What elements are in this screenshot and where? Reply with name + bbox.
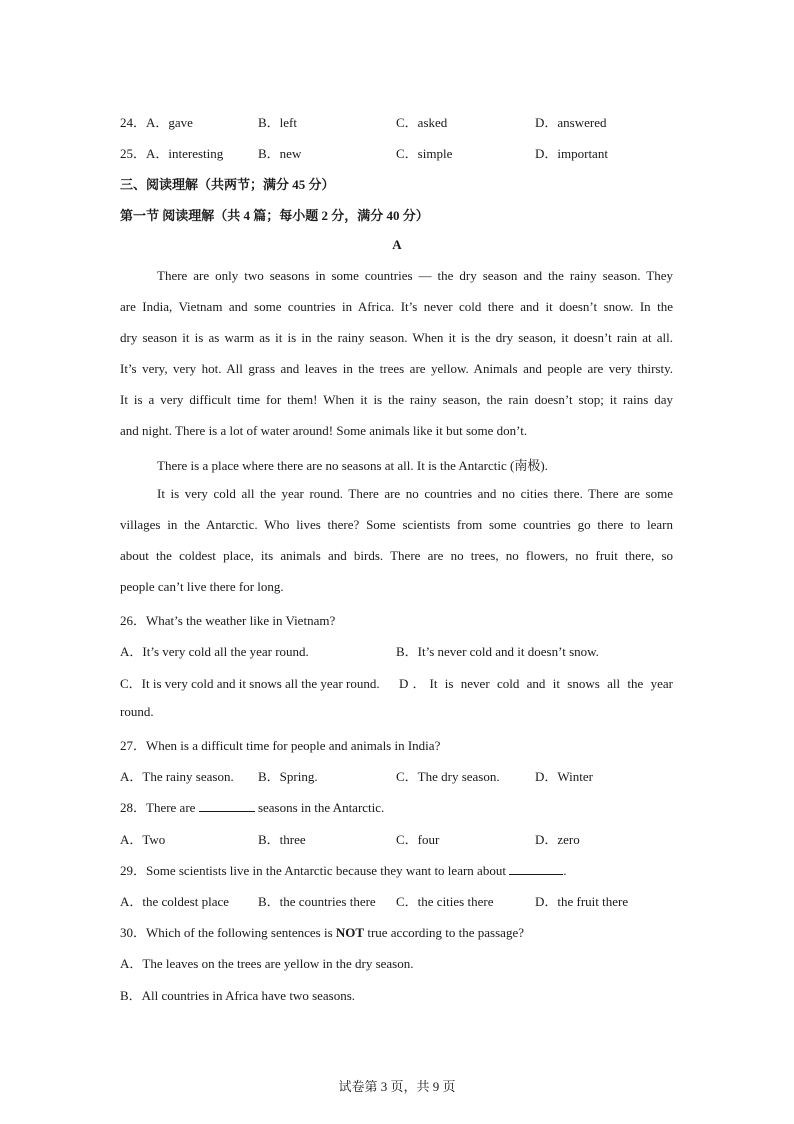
q30-stem-post: true according to the passage? bbox=[367, 925, 524, 940]
q29-stem-pre: 29．Some scientists live in the Antarctic because they want to learn about bbox=[120, 863, 506, 878]
q25-option-a: A．interesting bbox=[146, 146, 224, 161]
q29-option-a: A．the coldest place bbox=[120, 894, 230, 909]
q25-option-d: D．important bbox=[535, 146, 608, 161]
q30-stem-emphasis: NOT bbox=[335, 925, 365, 940]
q29-option-d: D．the fruit there bbox=[535, 894, 629, 909]
passage-p3-line-2: villages in the Antarctic. Who lives there? Some scientists from some countries go there to learn bbox=[120, 517, 673, 532]
passage-p1-line-4: It’s very, very hot. All grass and leaves in the trees are yellow. Animals and people are very thirsty. bbox=[120, 361, 673, 376]
q28-option-a: A．Two bbox=[120, 832, 166, 847]
q25-number: 25． bbox=[120, 146, 147, 161]
q30-option-b: B．All countries in Africa have two seasons. bbox=[120, 988, 356, 1003]
passage-p1-line-3: dry season it is as warm as it is in the rainy season. When it is the dry season, it doesn’t rain at all. bbox=[120, 330, 673, 345]
passage-p3-line-4: people can’t live there for long. bbox=[120, 579, 284, 594]
q28-stem-post: seasons in the Antarctic. bbox=[257, 800, 385, 815]
q29-answer-blank bbox=[509, 863, 563, 875]
q28-stem bbox=[120, 797, 384, 816]
q29-stem-post: . bbox=[563, 863, 567, 878]
q26-option-a: A．It’s very cold all the year round. bbox=[120, 644, 309, 659]
part-1-heading: 第一节 阅读理解（共 4 篇；每小题 2 分，满分 40 分） bbox=[120, 208, 429, 223]
q26-option-c: C．It is very cold and it snows all the year round. bbox=[120, 676, 380, 691]
q28-option-d: D．zero bbox=[535, 832, 580, 847]
q25-option-c: C．simple bbox=[396, 146, 453, 161]
passage-p2: There is a place where there are no seasons at all. It is the Antarctic (南极). bbox=[157, 458, 548, 473]
q24-number: 24． bbox=[120, 115, 147, 130]
q25-option-b: B．new bbox=[258, 146, 302, 161]
q27-option-b: B．Spring. bbox=[258, 769, 318, 784]
q28-option-b: B．three bbox=[258, 832, 306, 847]
q27-stem: 27．When is a difficult time for people and animals in India? bbox=[120, 738, 441, 753]
passage-p1-line-6: and night. There is a lot of water around! Some animals like it but some don’t. bbox=[120, 423, 528, 438]
q26-option-d-line-1: D．It is never cold and it snows all the year bbox=[399, 676, 673, 691]
passage-p1-line-5: It is a very difficult time for them! When it is the rainy season, the rain doesn’t stop; it rains day bbox=[120, 392, 673, 407]
q24-option-b: B．left bbox=[258, 115, 297, 130]
q25-row bbox=[120, 143, 223, 162]
passage-p3-line-3: about the coldest place, its animals and birds. There are no trees, no flowers, no fruit there, so bbox=[120, 548, 673, 563]
q28-option-c: C．four bbox=[396, 832, 440, 847]
q28-answer-blank bbox=[199, 800, 255, 812]
q27-option-c: C．The dry season. bbox=[396, 769, 500, 784]
page-footer: 试卷第 3 页，共 9 页 bbox=[338, 1079, 456, 1094]
passage-label: A bbox=[392, 237, 402, 252]
q24-option-c: C．asked bbox=[396, 115, 448, 130]
q29-option-b: B．the countries there bbox=[258, 894, 376, 909]
q29-stem bbox=[120, 860, 566, 879]
q30-stem bbox=[120, 922, 524, 941]
passage-p1-line-1: There are only two seasons in some countries — the dry season and the rainy season. They bbox=[157, 268, 673, 283]
passage-p3-line-1: It is very cold all the year round. There are no countries and no cities there. There are some bbox=[157, 486, 673, 501]
q26-stem: 26．What’s the weather like in Vietnam? bbox=[120, 613, 336, 628]
q26-option-d-line-2: round. bbox=[120, 704, 154, 719]
q30-stem-pre: 30．Which of the following sentences is bbox=[120, 925, 333, 940]
q24-row bbox=[120, 112, 193, 131]
section-3-heading: 三、阅读理解（共两节；满分 45 分） bbox=[120, 177, 335, 192]
q30-option-a: A．The leaves on the trees are yellow in the dry season. bbox=[120, 956, 414, 971]
q27-option-d: D．Winter bbox=[535, 769, 593, 784]
q24-option-d: D．answered bbox=[535, 115, 607, 130]
q28-stem-pre: 28．There are bbox=[120, 800, 196, 815]
q27-option-a: A．The rainy season. bbox=[120, 769, 234, 784]
q29-option-c: C．the cities there bbox=[396, 894, 494, 909]
q26-option-b: B．It’s never cold and it doesn’t snow. bbox=[396, 644, 599, 659]
passage-p1-line-2: are India, Vietnam and some countries in Africa. It’s never cold there and it doesn’t snow. In the bbox=[120, 299, 673, 314]
q24-option-a: A．gave bbox=[146, 115, 193, 130]
